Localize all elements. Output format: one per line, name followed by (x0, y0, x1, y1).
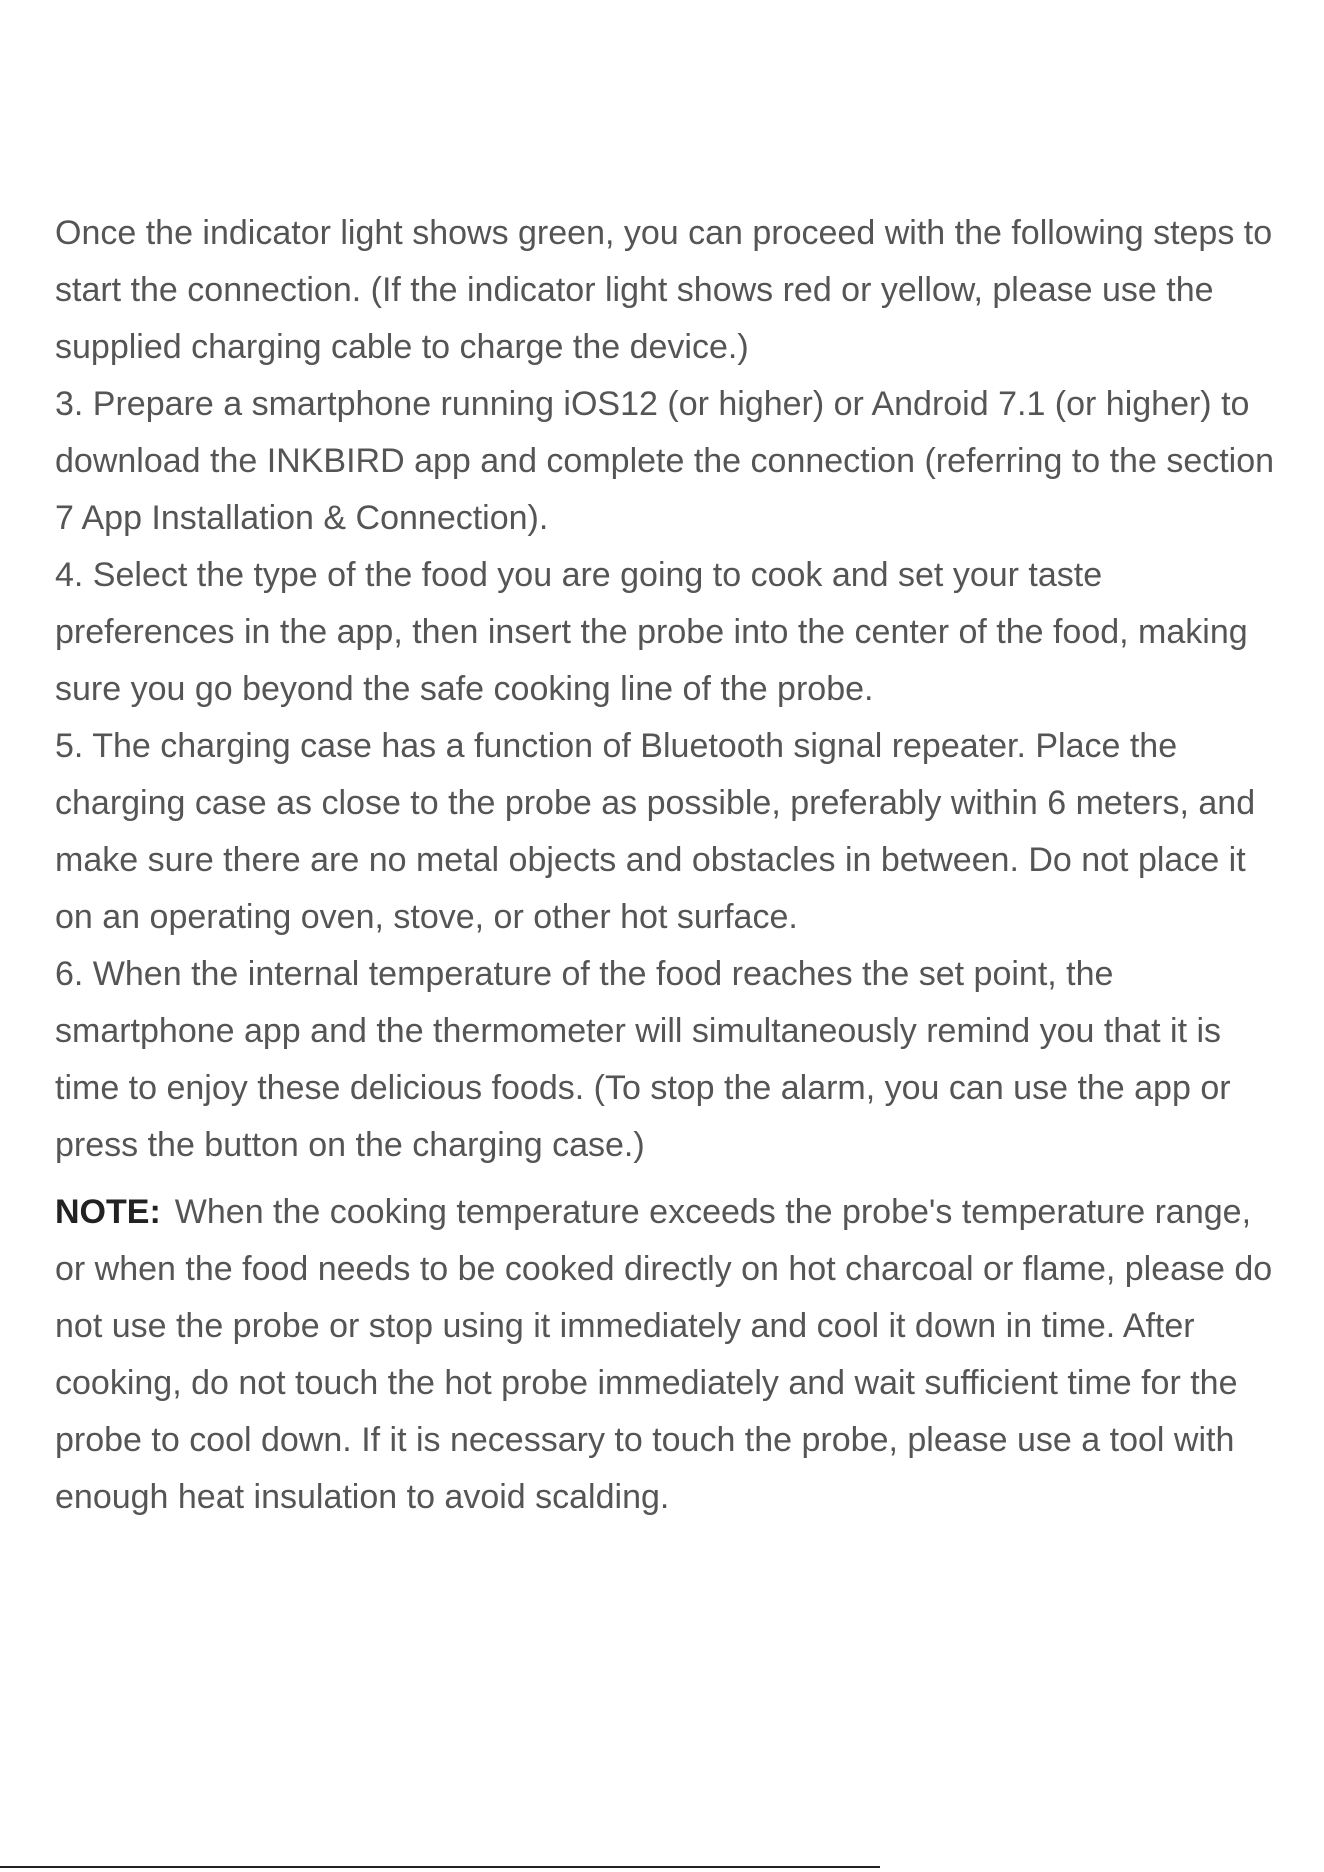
instructions-body (55, 205, 1290, 1526)
note-text: When the cooking temperature exceeds the probe's temperature range, or when the food needs to be cooked directly on hot charcoal or flame, please do not use the probe or stop using it immediately and cool it down in time. After cooking, do not touch the hot probe immediately and wait sufficient time for the probe to cool down. If it is necessary to touch the probe, please use a tool with enough heat insulation to avoid scalding. (55, 1193, 1273, 1516)
step-6-paragraph: 6. When the internal temperature of the food reaches the set point, the smartphone app and the thermometer will simultaneously remind you that it is time to enjoy these delicious foods. (To stop the alarm, you can use the app or press the button on the charging case.) (55, 955, 1231, 1164)
note-label: NOTE: (55, 1193, 161, 1231)
step-4-paragraph: 4. Select the type of the food you are going to cook and set your taste preferences in the app, then insert the probe into the center of the food, making sure you go beyond the safe cooking line of the probe. (55, 556, 1248, 708)
intro-paragraph: Once the indicator light shows green, you can proceed with the following steps to start the connection. (If the indicator light shows red or yellow, please use the supplied charging cable to charge the device.) (55, 214, 1273, 366)
note-paragraph (55, 1184, 1290, 1526)
bottom-divider (0, 1866, 880, 1868)
step-3-paragraph: 3. Prepare a smartphone running iOS12 (or higher) or Android 7.1 (or higher) to download the INKBIRD app and complete the connection (referring to the section 7 App Installation & Connection). (55, 385, 1275, 537)
step-5-paragraph: 5. The charging case has a function of Bluetooth signal repeater. Place the charging case as close to the probe as possible, preferably within 6 meters, and make sure there are no metal objects and obstacles in between. Do not place it on an operating oven, stove, or other hot surface. (55, 727, 1256, 936)
